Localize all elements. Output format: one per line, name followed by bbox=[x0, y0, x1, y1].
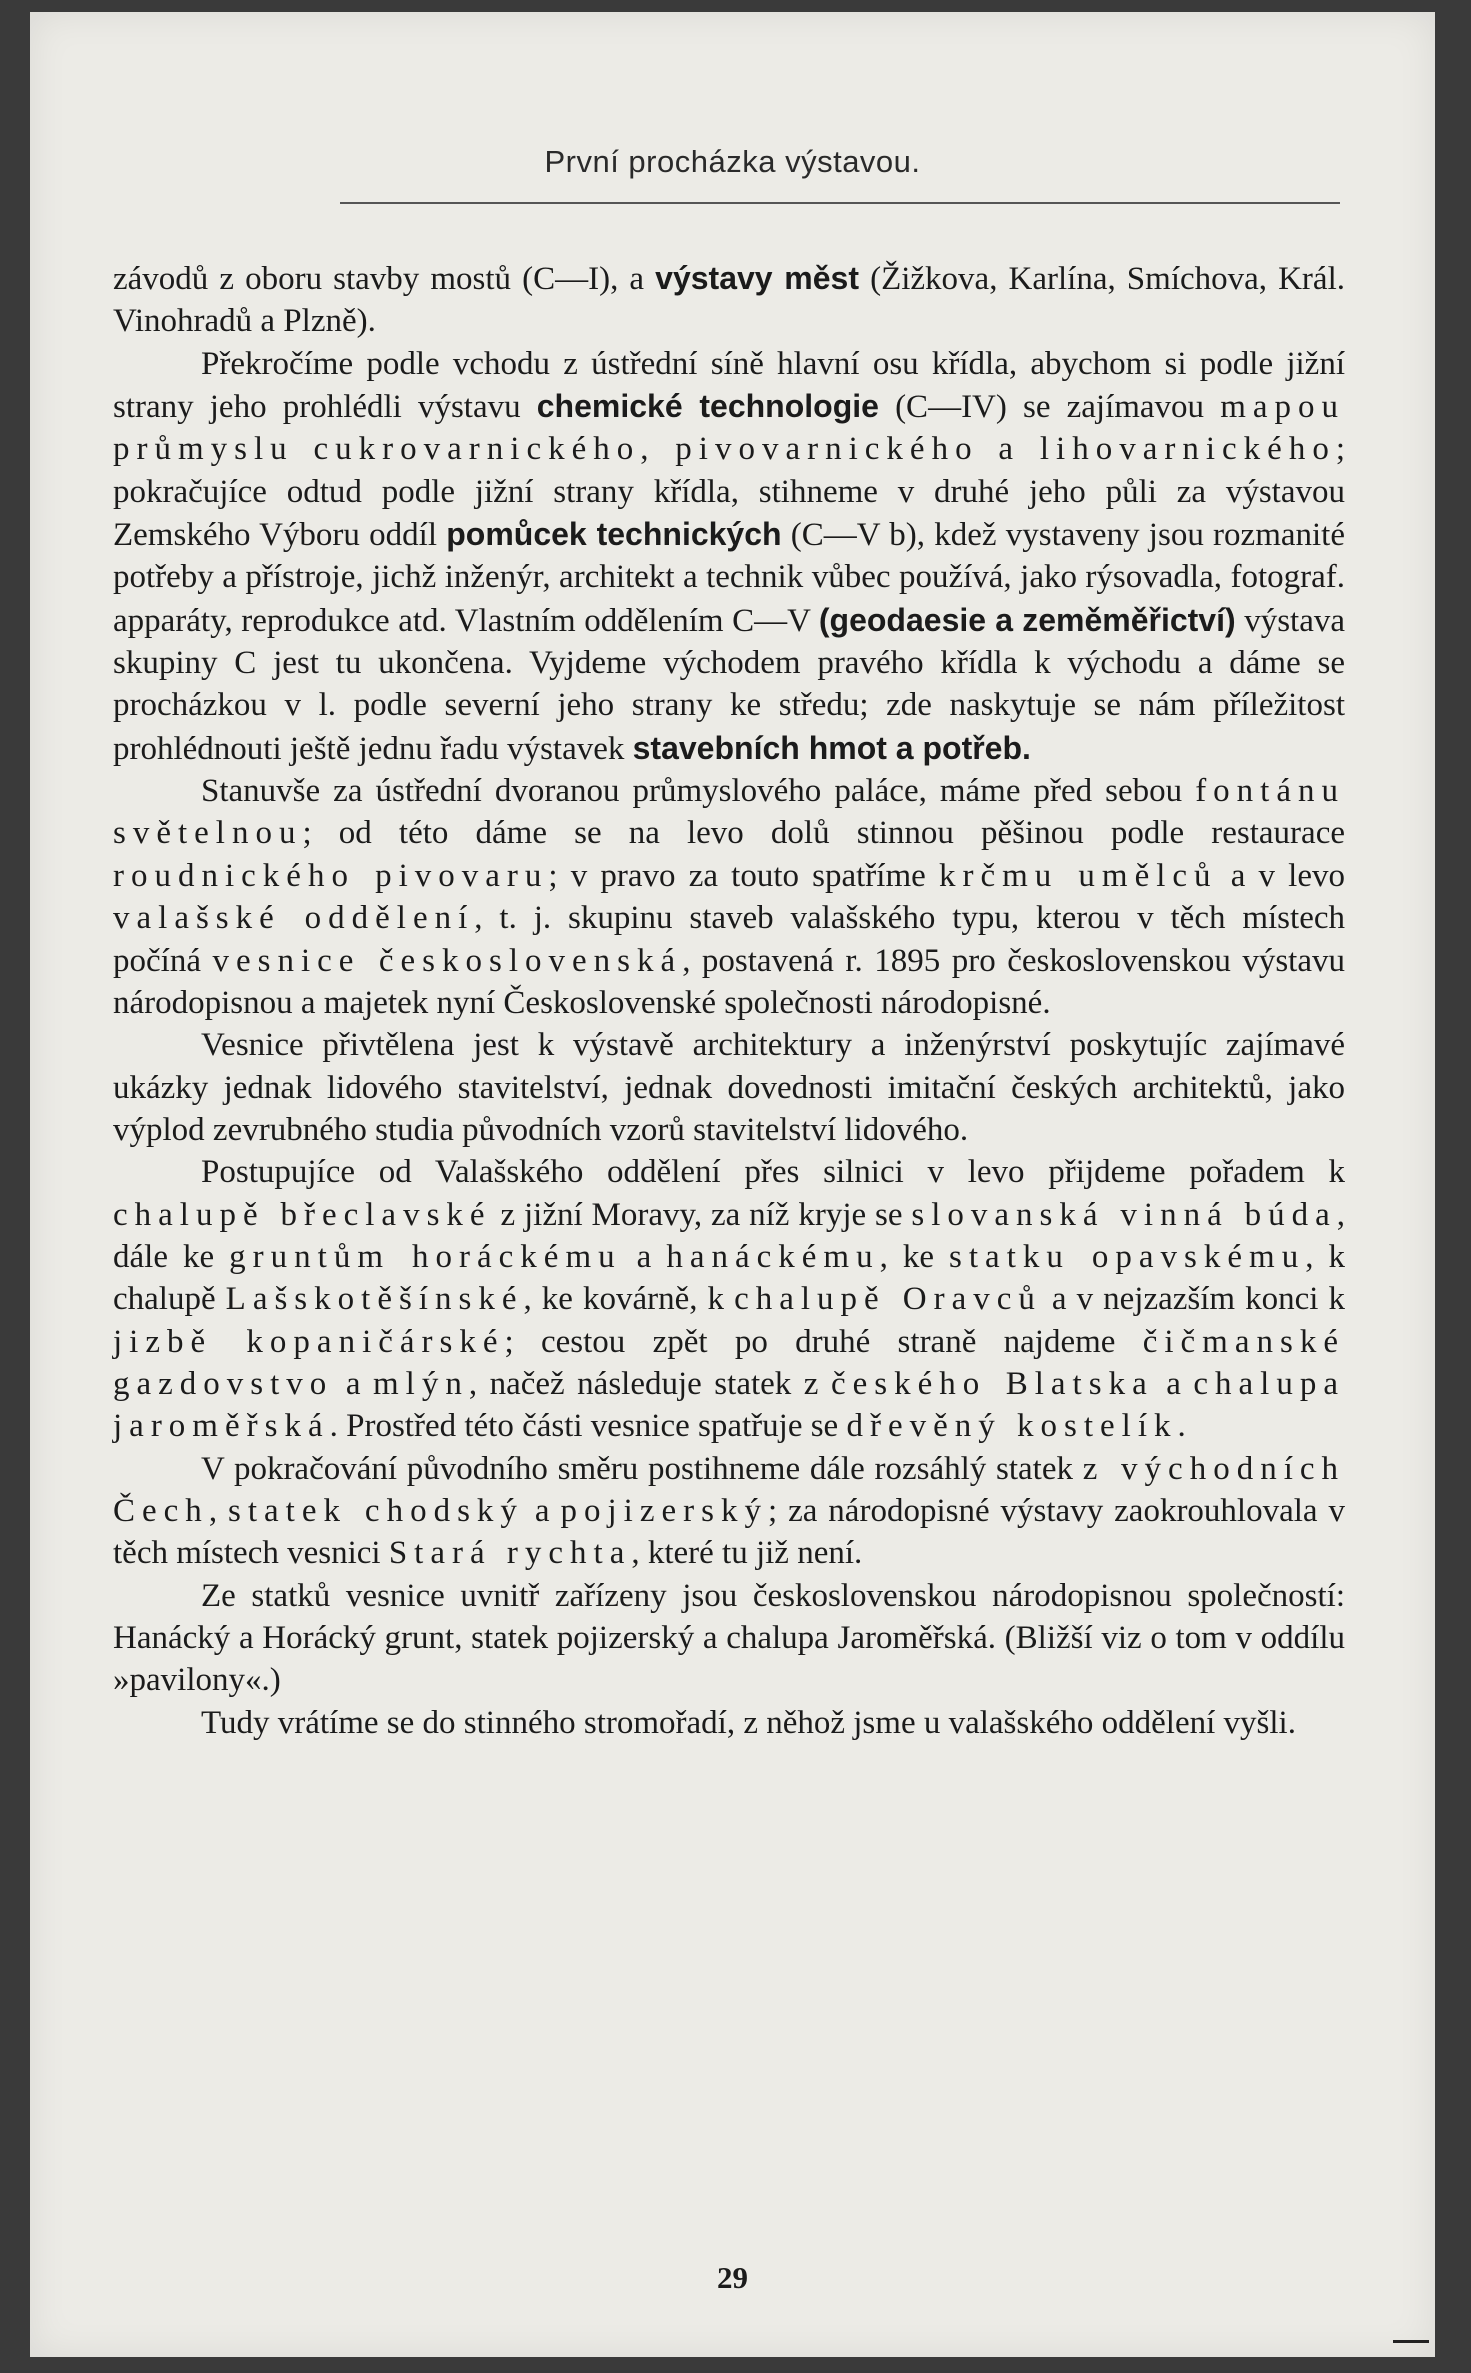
text-run: ; za národopisné výstavy zaokrouhlovala v těch místech vesnici bbox=[113, 1492, 1346, 1572]
text-run: a v levo bbox=[1217, 857, 1346, 894]
body-text bbox=[113, 257, 1345, 1744]
spaced-term: dřevěný kostelík bbox=[846, 1408, 1178, 1445]
spaced-term: Stará rychta bbox=[388, 1535, 632, 1572]
text-run: ; v pravo za touto spatříme bbox=[548, 857, 939, 894]
spaced-term: statek chodský bbox=[228, 1492, 524, 1529]
paragraph bbox=[113, 770, 1345, 1024]
text-run: (Žižkova, Karlína, Smíchova, Král. Vinohradů a Plzně). bbox=[113, 261, 1345, 340]
text-run: Vesnice přivtělena jest k výstavě architektury a inženýrství poskytujíc zajímavé ukázky jednak lidového stavitelství, jednak dovednosti imitační českých architektů, jako výplod zevrubného studia původních vzorů stavitelství lidového. bbox=[113, 1027, 1345, 1148]
spaced-term: českého Blatska bbox=[830, 1365, 1154, 1402]
spaced-term: chalupě Oravců bbox=[734, 1281, 1042, 1318]
spaced-term: fontánu světelnou bbox=[113, 773, 1345, 852]
spaced-term: statku opavskému bbox=[949, 1238, 1306, 1275]
edge-mark bbox=[1393, 2340, 1429, 2343]
header-rule bbox=[340, 202, 1340, 204]
spaced-term: krčmu umělců bbox=[938, 857, 1218, 894]
spaced-term: mlýn bbox=[372, 1365, 469, 1402]
text-run: z jižní Moravy, za níž kryje se bbox=[491, 1196, 912, 1233]
spaced-term: hanáckému bbox=[666, 1238, 880, 1275]
paragraph bbox=[113, 343, 1345, 770]
text-run: , bbox=[208, 1492, 229, 1529]
text-run: (C—V b), kdež vystaveny jsou rozmanité potřeby a přístroje, jichž inženýr, architekt a technik vůbec používá, jako rýsovadla, fotograf. apparáty, reprodukce atd. Vlastním oddělením C—V bbox=[113, 517, 1345, 639]
text-run: Tudy vrátíme se do stinného stromořadí, z něhož jsme u valašského oddělení vyšli. bbox=[201, 1704, 1296, 1741]
spaced-term: mapou průmyslu cukrovarnického, pivovarnického a lihovarnického bbox=[113, 389, 1346, 468]
text-run: , k chalupě bbox=[113, 1238, 1345, 1318]
spaced-term: slovanská vinná búda bbox=[911, 1196, 1337, 1233]
text-run: , ke kovárně, k bbox=[523, 1281, 735, 1318]
text-run: a bbox=[1153, 1365, 1194, 1402]
spaced-term: gruntům horáckému bbox=[229, 1238, 622, 1275]
spaced-term: chalupa jaroměřská bbox=[113, 1365, 1345, 1445]
text-run: závodů z oboru stavby mostů (C—I), a bbox=[113, 261, 656, 297]
text-run: Stanuvše za ústřední dvoranou průmyslového paláce, máme před sebou bbox=[201, 773, 1196, 810]
text-run: a bbox=[523, 1492, 561, 1529]
text-run: ; pokračujíce odtud podle jižní strany křídla, stihneme v druhé jeho půli za výstavou Zemského Výboru oddíl bbox=[113, 431, 1345, 554]
paragraph bbox=[113, 1151, 1345, 1447]
bold-term: (geodaesie a zeměměřictví) bbox=[818, 601, 1236, 638]
text-run: a v nejzazším konci k bbox=[1041, 1281, 1346, 1318]
spaced-term: čičmanské gazdovstvo bbox=[113, 1323, 1345, 1402]
spaced-term: roudnického pivovaru bbox=[113, 857, 549, 894]
text-run: ; cestou zpět po druhé straně najdeme bbox=[504, 1323, 1143, 1360]
bold-term: stavebních hmot a potřeb. bbox=[632, 729, 1031, 766]
text-run: , dále ke bbox=[113, 1196, 1346, 1275]
text-run: . Prostřed této části vesnice spatřuje se bbox=[329, 1408, 847, 1445]
paragraph bbox=[113, 1448, 1345, 1575]
spaced-term: Lašskotěšínské bbox=[225, 1281, 524, 1318]
text-run: a bbox=[621, 1238, 667, 1275]
paragraph bbox=[113, 1024, 1345, 1151]
spaced-term: pojizerský bbox=[560, 1492, 768, 1529]
paragraph bbox=[113, 257, 1345, 343]
spaced-term: vesnice československá bbox=[212, 942, 683, 979]
book-page bbox=[30, 12, 1435, 2357]
bold-term: chemické technologie bbox=[536, 388, 879, 425]
paragraph bbox=[113, 1575, 1345, 1702]
text-run: (C—IV) se zajímavou bbox=[878, 389, 1221, 426]
text-run: ; od této dáme se na levo dolů stinnou pěšinou podle restaurace bbox=[302, 815, 1345, 852]
text-run: Překročíme podle vchodu z ústřední síně hlavní osu křídla, abychom si podle jižní strany jeho prohlédli výstavu bbox=[113, 345, 1345, 426]
paragraph bbox=[113, 1702, 1345, 1744]
text-run: . bbox=[1177, 1408, 1186, 1445]
bold-term: výstavy měst bbox=[655, 260, 860, 296]
text-run: výstava skupiny C jest tu ukončena. Vyjdeme východem pravého křídla k východu a dáme se procházkou v l. podle severní jeho strany ke středu; zde naskytuje se nám příležitost prohlédnouti ještě jednu řadu výstavek bbox=[113, 602, 1346, 767]
spaced-term: valašské oddělení bbox=[113, 900, 475, 937]
text-run: , t. j. skupinu staveb valašského typu, kterou v těch místech počíná bbox=[113, 900, 1345, 979]
text-run: a bbox=[333, 1365, 373, 1402]
text-run: V pokračování původního směru postihneme dále rozsáhlý statek bbox=[201, 1450, 1083, 1487]
spaced-term: z východních Čech bbox=[113, 1450, 1346, 1529]
text-run: , postavená r. 1895 pro československou výstavu národopisnou a majetek nyní Československé společnosti národopisné. bbox=[113, 942, 1345, 1021]
text-run: , načež následuje statek z bbox=[468, 1365, 831, 1402]
running-head: První procházka výstavou. bbox=[544, 144, 921, 179]
text-run: Postupujíce od Valašského oddělení přes silnici v levo přijdeme pořadem k bbox=[201, 1154, 1345, 1191]
text-run: , které tu již není. bbox=[631, 1535, 863, 1572]
spaced-term: chalupě břeclavské bbox=[113, 1196, 492, 1233]
text-run: , ke bbox=[879, 1238, 950, 1275]
text-run: Ze statků vesnice uvnitř zařízeny jsou československou národopisnou společností: Hanácký a Horácký grunt, statek pojizerský a chalupa Jaroměřská. (Bližší viz o tom v oddílu »pavilony«.) bbox=[113, 1577, 1345, 1699]
spaced-term: jizbě kopaničárské bbox=[113, 1323, 505, 1360]
bold-term: pomůcek technických bbox=[446, 516, 782, 553]
page-number: 29 bbox=[717, 2260, 748, 2295]
